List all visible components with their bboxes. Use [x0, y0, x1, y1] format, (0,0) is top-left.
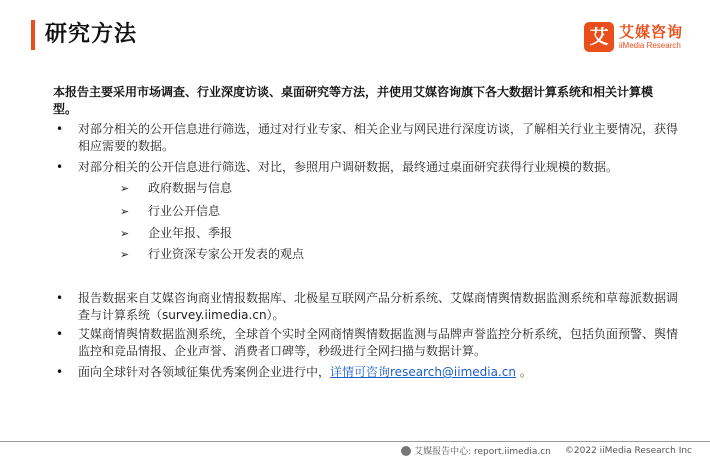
bullet-text: 对部分相关的公开信息进行筛选，通过对行业专家、相关企业与网民进行深度访谈，了解相关行业主要情况，获得相应需要的数据。 — [78, 122, 679, 153]
bullet-text — [78, 364, 678, 381]
intro-paragraph: 本报告主要采用市场调查、行业深度访谈、桌面研究等方法，并使用艾媒咨询旗下各大数据计算系统和相关计算模型。 — [53, 85, 654, 116]
logo-icon: 艾 — [584, 22, 614, 52]
bullet-text: 对部分相关的公开信息进行筛选、对比，参照用户调研数据，最终通过桌面研究获得行业规模的数据。 — [78, 160, 619, 174]
arrow-bullet-icon: ➢ — [120, 205, 130, 218]
contact-prefix-text: 面向全球针对各领域征集优秀案例企业进行中， — [78, 365, 331, 379]
logo-chinese-name: 艾媒咨询 — [619, 22, 684, 41]
arrow-bullet-icon: ➢ — [120, 182, 130, 195]
contact-suffix-text: 。 — [516, 365, 532, 379]
sub-list-item: 企业年报、季报 — [148, 226, 233, 240]
arrow-bullet-icon: ➢ — [120, 227, 130, 240]
report-center-icon — [401, 446, 411, 456]
bullet-icon: • — [56, 327, 64, 341]
bullet-icon: • — [56, 291, 64, 305]
sub-list-item: 行业公开信息 — [148, 204, 221, 218]
footer — [401, 444, 692, 457]
contact-email-link[interactable]: 详情可咨询research@iimedia.cn — [330, 365, 516, 379]
page-title: 研究方法 — [45, 22, 138, 47]
footer-divider — [0, 441, 710, 442]
bullet-icon: • — [56, 122, 64, 136]
bullet-text: 报告数据来自艾媒咨询商业情报数据库、北极星互联网产品分析系统、艾媒商情舆情数据监测系统和草莓派数据调查与计算系统（survey.iimedia.cn）。 — [78, 291, 679, 322]
bullet-text: 艾媒商情舆情数据监测系统，全球首个实时全网商情舆情数据监测与品牌声誉监控分析系统，包括负面预警、舆情监控和竞品情报、企业声誉、消费者口碑等，秒级进行全网扫描与数据计算。 — [78, 327, 679, 358]
footer-copyright: ©2022 iiMedia Research Inc — [564, 445, 692, 456]
footer-report-center: 艾媒报告中心: report.iimedia.cn — [414, 447, 551, 457]
logo-english-name: iiMedia Research — [619, 40, 681, 50]
bullet-icon: • — [56, 365, 64, 379]
title-accent-bar — [31, 20, 35, 50]
logo-text — [619, 24, 683, 51]
bullet-icon: • — [56, 160, 64, 174]
sub-list-item: 政府数据与信息 — [148, 181, 233, 195]
iimedia-logo — [584, 22, 683, 52]
sub-list-item: 行业资深专家公开发表的观点 — [148, 247, 305, 261]
arrow-bullet-icon: ➢ — [120, 248, 130, 261]
